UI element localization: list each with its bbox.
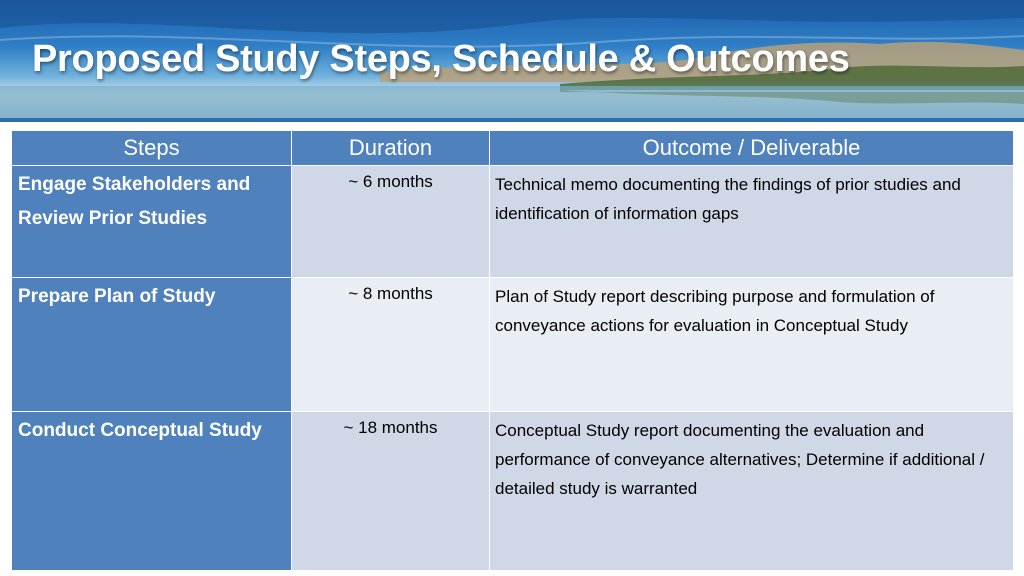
table-row — [12, 278, 1014, 412]
step-cell: Conduct Conceptual Study — [12, 412, 292, 571]
outcome-cell: Conceptual Study report documenting the evaluation and performance of conveyance alternatives; Determine if additional / detailed study is warranted — [490, 412, 1014, 571]
header-outcome: Outcome / Deliverable — [490, 131, 1014, 166]
table-header-row — [12, 131, 1014, 166]
duration-cell: ~ 6 months — [292, 166, 490, 278]
step-cell: Engage Stakeholders and Review Prior Studies — [12, 166, 292, 278]
study-steps-table — [11, 130, 1014, 571]
step-cell: Prepare Plan of Study — [12, 278, 292, 412]
title-banner — [0, 0, 1024, 122]
duration-cell: ~ 18 months — [292, 412, 490, 571]
outcome-cell: Technical memo documenting the findings of prior studies and identification of information gaps — [490, 166, 1014, 278]
outcome-cell: Plan of Study report describing purpose and formulation of conveyance actions for evaluation in Conceptual Study — [490, 278, 1014, 412]
header-steps: Steps — [12, 131, 292, 166]
table-row — [12, 412, 1014, 571]
duration-cell: ~ 8 months — [292, 278, 490, 412]
table-row — [12, 166, 1014, 278]
slide-title: Proposed Study Steps, Schedule & Outcomes — [32, 38, 850, 80]
header-duration: Duration — [292, 131, 490, 166]
